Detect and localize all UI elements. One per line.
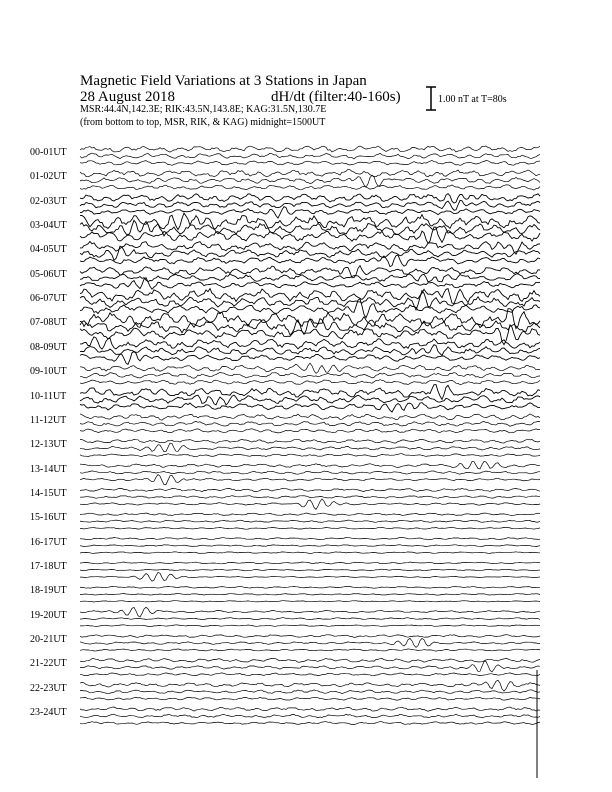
trace-kag [80,337,540,349]
hour-label: 00-01UT [30,147,67,158]
trace-msr [80,673,540,676]
scale-bar [426,87,436,110]
hour-label: 05-06UT [30,268,67,280]
trace-kag [80,488,540,492]
trace-rik [80,662,540,672]
station-order-note: (from bottom to top, MSR, RIK, & KAG) midnight=1500UT [80,117,326,128]
trace-msr [80,697,540,700]
trace-rik [80,373,540,379]
hour-label: 16-17UT [30,536,67,548]
trace-rik [80,421,540,426]
trace-kag [80,680,540,691]
hour-label: 04-05UT [30,244,67,256]
hour-label: 07-08UT [30,317,67,329]
hour-label: 09-10UT [30,366,67,378]
trace-kag [80,607,540,617]
hour-label: 06-07UT [30,293,67,305]
trace-msr [80,499,540,510]
hour-label: 08-09UT [30,341,67,353]
trace-rik [80,618,540,620]
trace-rik [80,638,540,647]
hour-label: 22-23UT [30,682,67,694]
trace-rik [80,220,540,236]
trace-rik [80,200,540,210]
date-label: 28 August 2018 [80,89,176,105]
trace-kag [80,635,540,638]
hour-label: 18-19UT [30,585,67,597]
trace-rik [80,443,540,452]
trace-rik [80,594,540,596]
trace-msr [80,552,540,554]
trace-kag [80,658,540,662]
trace-kag [80,414,540,420]
trace-kag [80,461,540,469]
trace-msr [80,454,540,457]
hour-label: 17-18UT [30,560,67,572]
trace-rik [80,345,540,356]
hour-label: 23-24UT [30,707,67,719]
hour-label: 21-22UT [30,658,67,670]
trace-msr [80,185,540,190]
trace-rik [80,496,540,499]
hour-label: 12-13UT [30,439,67,451]
trace-msr [80,572,540,581]
hour-label: 14-15UT [30,487,67,499]
trace-kag [80,586,540,588]
trace-msr [80,325,540,345]
trace-msr [80,527,540,529]
trace-kag [80,513,540,516]
hour-label: 02-03UT [30,195,67,207]
trace-rik [80,520,540,522]
trace-rik [80,153,540,159]
trace-rik [80,246,540,260]
hour-label: 15-16UT [30,512,67,524]
trace-rik [80,395,540,405]
trace-kag [80,707,540,711]
trace-rik [80,714,540,718]
trace-kag [80,146,540,152]
trace-kag [80,439,540,443]
trace-msr [80,475,540,485]
trace-msr [80,649,540,651]
trace-msr [80,722,540,725]
station-coordinates: MSR:44.4N,142.3E; RIK:43.5N,143.8E; KAG:31.5N,130.7E [80,104,327,115]
trace-rik [80,471,540,474]
hour-label: 10-11UT [30,390,67,402]
trace-rik [80,690,540,694]
trace-kag [80,266,540,278]
trace-msr [80,380,540,385]
trace-rik [80,545,540,547]
trace-msr [80,625,540,627]
chart-title: Magnetic Field Variations at 3 Stations in Japan [80,73,367,89]
trace-kag [80,562,540,564]
hour-label: 20-21UT [30,634,67,645]
trace-rik [80,569,540,571]
trace-kag [80,385,540,400]
trace-kag [80,538,540,540]
hour-label: 13-14UT [30,463,67,475]
trace-msr [80,207,540,219]
hour-label: 03-04UT [30,220,67,232]
trace-kag [80,363,540,373]
trace-msr [80,352,540,365]
hour-label: 19-20UT [30,609,67,621]
trace-kag [80,309,540,329]
trace-msr [80,161,540,166]
trace-kag [80,194,540,204]
trace-msr [80,429,540,433]
scale-bar-label: 1.00 nT at T=80s [438,94,507,105]
trace-msr [80,403,540,412]
quantity-label: dH/dt (filter:40-160s) [271,89,401,105]
trace-rik [80,274,540,282]
trace-rik [80,175,540,187]
hour-label: 11-12UT [30,414,67,426]
hour-label: 01-02UT [30,171,67,183]
trace-msr [80,601,540,602]
trace-kag [80,169,540,177]
